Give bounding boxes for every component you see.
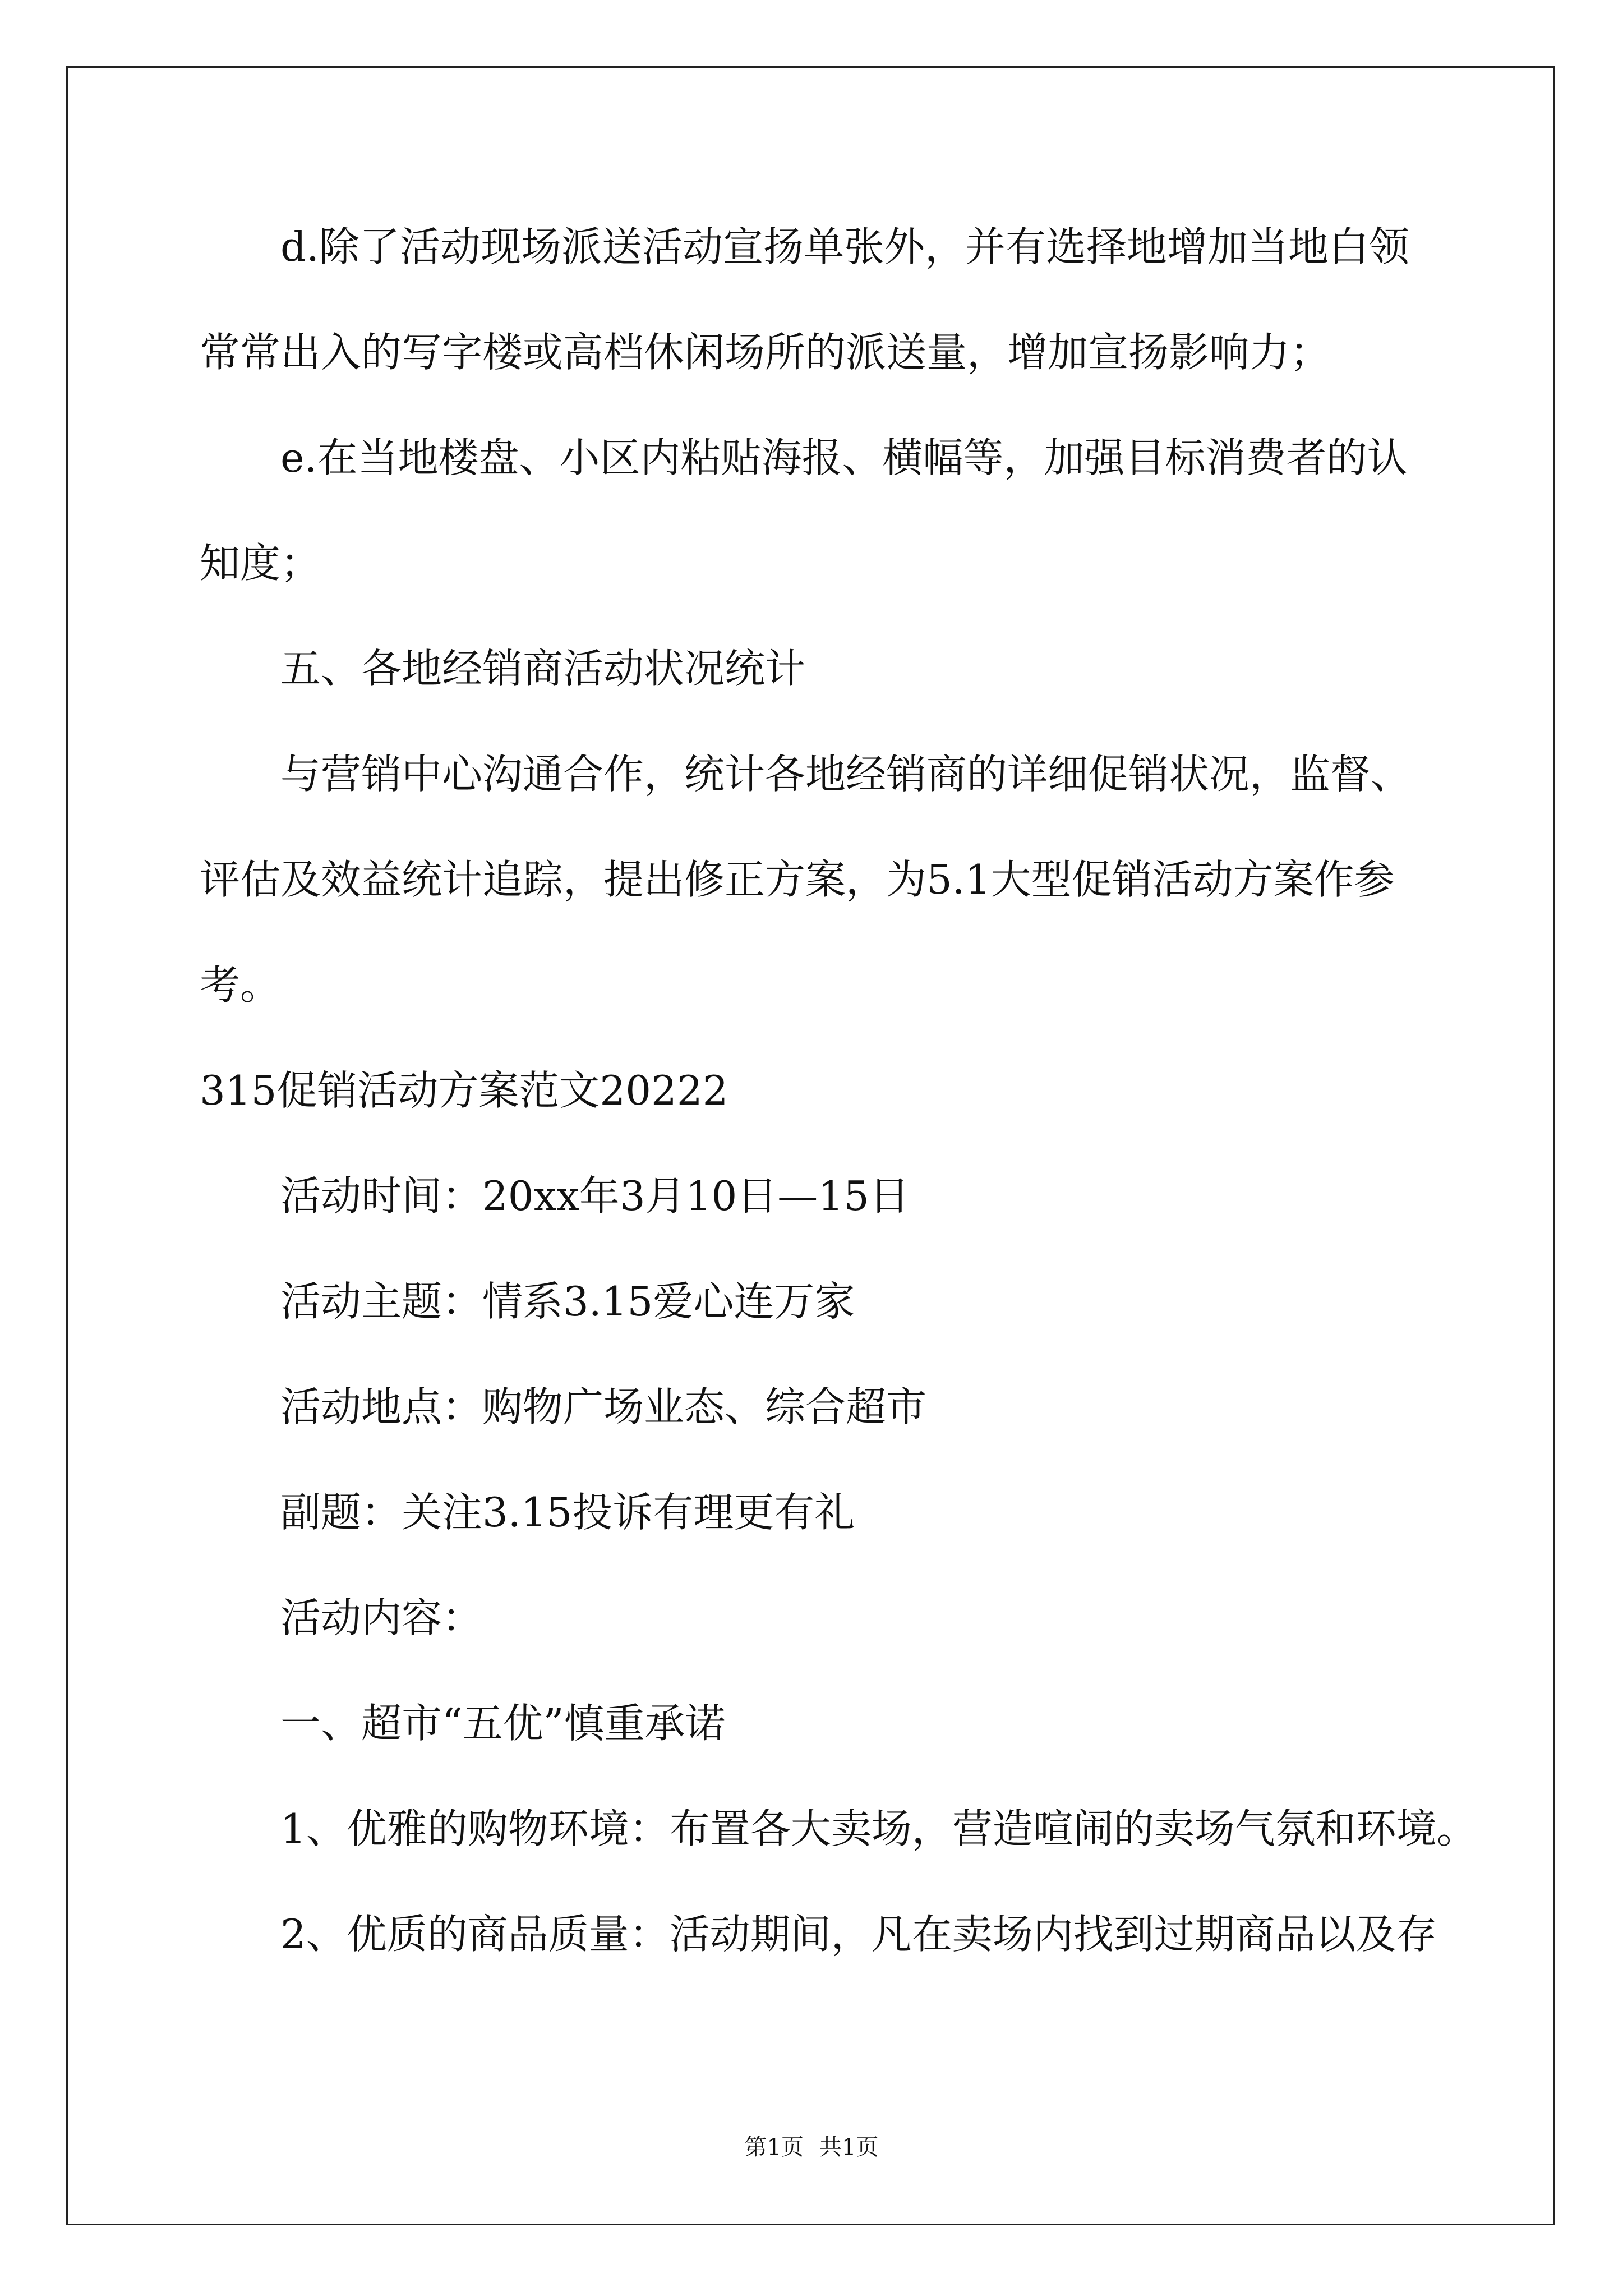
paragraph-line: e.在当地楼盘、小区内粘贴海报、横幅等，加强目标消费者的认 — [280, 434, 1408, 481]
paragraph-line: 副题：关注3.15投诉有理更有礼 — [280, 1489, 855, 1536]
paragraph-line: 考。 — [200, 961, 281, 1009]
paragraph-line: 1、优雅的购物环境：布置各大卖场，营造喧闹的卖场气氛和环境。 — [280, 1805, 1477, 1852]
paragraph-line: 常常出入的写字楼或高档休闲场所的派送量，增加宣扬影响力； — [200, 329, 1331, 376]
paragraph-line: 知度； — [200, 540, 321, 587]
paragraph-line: 活动内容： — [280, 1594, 483, 1641]
paragraph-line: d.除了活动现场派送活动宣扬单张外，并有选择地增加当地白领 — [280, 223, 1409, 270]
paragraph-line: 评估及效益统计追踪，提出修正方案，为5.1大型促销活动方案作参 — [200, 856, 1395, 903]
page-number: 第1页 — [744, 2134, 804, 2160]
page-total: 共1页 — [819, 2134, 879, 2160]
paragraph-line: 2、优质的商品质量：活动期间，凡在卖场内找到过期商品以及存 — [280, 1911, 1437, 1958]
document-title: 315促销活动方案范文20222 — [200, 1067, 728, 1114]
paragraph-line: 活动主题：情系3.15爱心连万家 — [280, 1278, 855, 1325]
paragraph-line: 与营销中心沟通合作，统计各地经销商的详细促销状况，监督、 — [280, 751, 1412, 798]
section-heading: 五、各地经销商活动状况统计 — [280, 645, 806, 692]
paragraph-line: 活动时间：20xx年3月10日—15日 — [280, 1172, 910, 1220]
paragraph-line: 活动地点：购物广场业态、综合超市 — [280, 1383, 927, 1430]
section-heading: 一、超市“五优”慎重承诺 — [280, 1700, 726, 1747]
page-footer — [0, 2132, 1623, 2163]
page-frame — [66, 66, 1555, 2225]
